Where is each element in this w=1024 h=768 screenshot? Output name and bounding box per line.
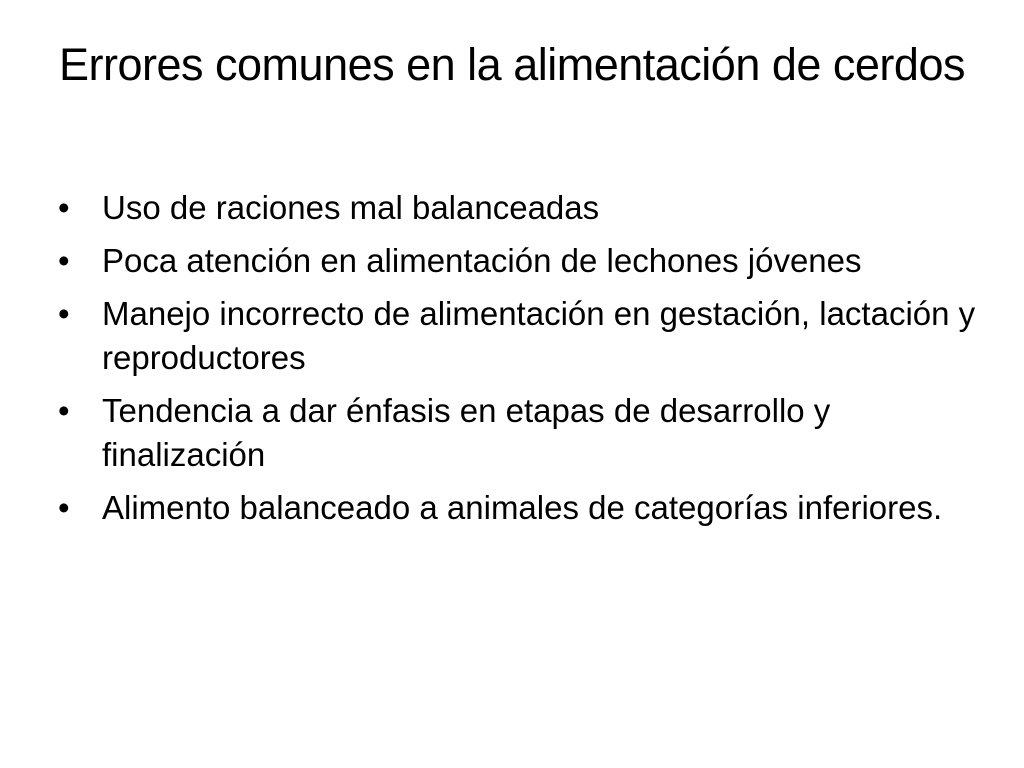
bullet-item — [58, 292, 978, 380]
slide-title: Errores comunes en la alimentación de cerdos — [59, 39, 965, 90]
bullet-icon: • — [58, 295, 70, 332]
bullet-icon: • — [58, 242, 70, 279]
bullet-list — [58, 186, 978, 539]
bullet-text: Uso de raciones mal balanceadas — [102, 189, 600, 226]
bullet-item — [58, 486, 978, 530]
bullet-text: Poca atención en alimentación de lechones jóvenes — [102, 242, 862, 279]
bullet-icon: • — [58, 189, 70, 226]
bullet-item — [58, 389, 978, 477]
bullet-text: Tendencia a dar énfasis en etapas de desarrollo y finalización — [102, 392, 831, 473]
bullet-text: Manejo incorrecto de alimentación en gestación, lactación y reproductores — [102, 295, 976, 376]
bullet-text: Alimento balanceado a animales de categorías inferiores. — [102, 489, 943, 526]
bullet-item — [58, 239, 978, 283]
bullet-item — [58, 186, 978, 230]
bullet-icon: • — [58, 489, 70, 526]
bullet-icon: • — [58, 392, 70, 429]
